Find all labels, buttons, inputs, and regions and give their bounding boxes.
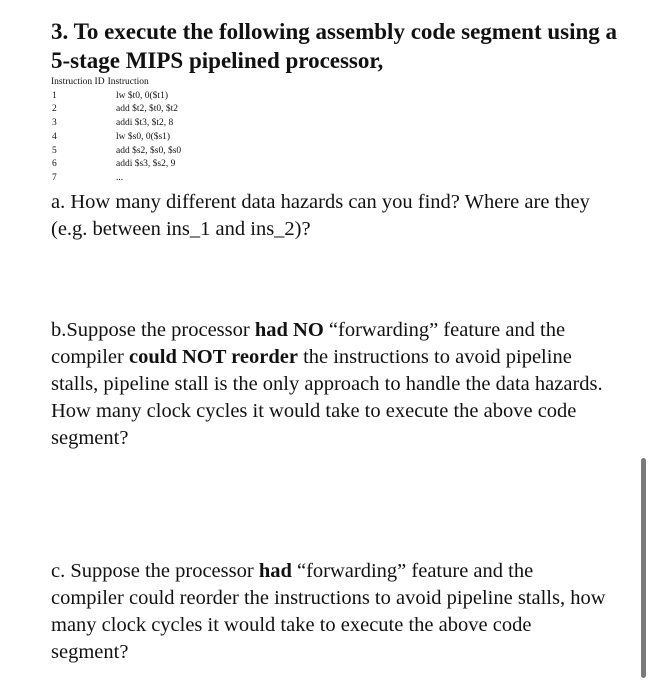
question-b-emphasis: had NO xyxy=(254,319,324,341)
instruction-id: 4 xyxy=(52,131,57,142)
instruction-text: lw $s0, 0($s1) xyxy=(116,131,171,142)
question-c-text: “forwarding” feature and the compiler could reorder the instructions to avoid pipeline stalls, how many clock cycles it would take to execute the above code segment? xyxy=(51,560,606,663)
question-b-emphasis: could NOT reorder xyxy=(129,346,298,368)
table-row xyxy=(51,131,181,145)
instruction-text: ... xyxy=(116,172,124,183)
instruction-id: 2 xyxy=(52,104,57,115)
question-c-emphasis: had xyxy=(258,560,292,582)
header-instruction-id: Instruction ID xyxy=(51,77,105,87)
table-row xyxy=(51,158,181,172)
table-row xyxy=(51,90,181,104)
question-b-text: “forwarding” feature and the compiler xyxy=(51,319,566,368)
header-instruction: Instruction xyxy=(107,77,149,87)
table-row xyxy=(51,145,181,159)
question-b-text: b.Suppose the processor xyxy=(51,319,255,341)
instruction-id: 5 xyxy=(52,145,57,156)
question-b xyxy=(51,317,611,452)
scrollbar[interactable] xyxy=(641,458,646,678)
instruction-text: addi $t3, $t2, 8 xyxy=(116,118,174,129)
question-c-text: c. Suppose the processor xyxy=(51,560,259,582)
instruction-table xyxy=(51,76,181,186)
question-c xyxy=(51,558,611,666)
question-a: a. How many different data hazards can you find? Where are they (e.g. between ins_1 and ins_2)? xyxy=(51,191,590,240)
table-header xyxy=(51,76,181,90)
table-row xyxy=(51,103,181,117)
question-b-text: the instructions to avoid pipeline stalls, pipeline stall is the only approach to handle the data hazards. How many clock cycles it would take to execute the above code segment? xyxy=(51,346,603,449)
question-title: 3. To execute the following assembly code segment using a 5-stage MIPS pipelined processor, xyxy=(51,19,618,73)
instruction-text: add $s2, $s0, $s0 xyxy=(116,145,182,156)
instruction-id: 7 xyxy=(52,172,57,183)
table-row xyxy=(51,117,181,131)
instruction-id: 3 xyxy=(52,118,57,129)
instruction-text: addi $s3, $s2, 9 xyxy=(116,159,176,170)
instruction-text: add $t2, $t0, $t2 xyxy=(116,104,179,115)
table-row xyxy=(51,172,181,186)
instruction-id: 1 xyxy=(52,90,57,101)
instruction-text: lw $t0, 0($t1) xyxy=(116,90,168,101)
instruction-id: 6 xyxy=(52,159,57,170)
